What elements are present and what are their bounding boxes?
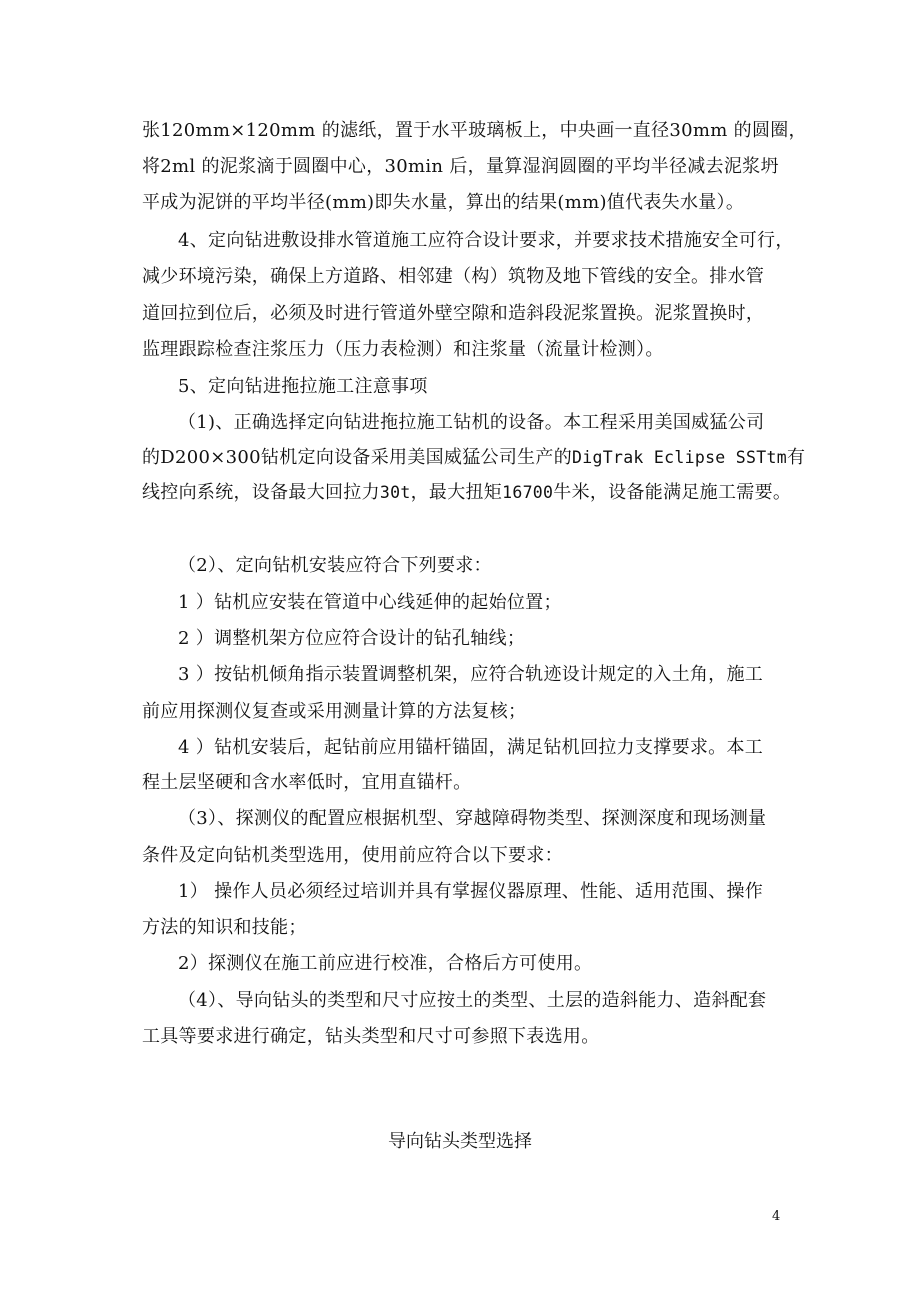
item1-line-2-suffix: 有 (786, 447, 806, 468)
item2-line-6: 程土层坚硬和含水率低时，宜用直锚杆。 (142, 772, 472, 793)
item3-line-1: （3）、探测仪的配置应根据机型、穿越障碍物类型、探测深度和现场测量 (178, 808, 767, 829)
para4-line-2: 减少环境污染，确保上方道路、相邻建（构）筑物及地下管线的安全。排水管 (142, 266, 765, 287)
item1-torque: 16700 (502, 483, 554, 502)
item1-pull-force: 30t (379, 483, 411, 502)
section-5-heading: 5、定向钻进拖拉施工注意事项 (178, 376, 428, 397)
item1-line-2-prefix: 的D200×300钻机定向设备采用美国威猛公司生产的 (142, 447, 573, 468)
water-loss-line-2: 将2ml 的泥浆滴于圆圈中心，30min 后，量算湿润圆圈的平均半径减去泥浆坍 (142, 156, 779, 177)
para4-line-4: 监理跟踪检查注浆压力（压力表检测）和注浆量（流量计检测）。 (142, 339, 664, 360)
item1-line-3-suffix: 牛米，设备能满足施工需要。 (553, 482, 792, 503)
para4-line-1: 4、定向钻进敷设排水管道施工应符合设计要求，并要求技术措施安全可行， (178, 230, 794, 251)
item2-line-4: 前应用探测仪复查或采用测量计算的方法复核； (142, 701, 527, 722)
item2-line-5: 4 ）钻机安装后，起钻前应用锚杆锚固，满足钻机回拉力支撑要求。本工 (178, 737, 764, 758)
water-loss-line-1: 张120mm×120mm 的滤纸，置于水平玻璃板上，中央画一直径30mm 的圆圈， (142, 120, 807, 141)
para4-line-3: 道回拉到位后，必须及时进行管道外壁空隙和造斜段泥浆置换。泥浆置换时， (142, 303, 765, 324)
item1-line-3-prefix: 线控向系统，设备最大回拉力 (142, 482, 380, 503)
item3-line-2: 条件及定向钻机类型选用，使用前应符合以下要求： (142, 845, 563, 866)
item1-line-1: （1)、正确选择定向钻进拖拉施工钻机的设备。本工程采用美国威猛公司 (178, 412, 765, 433)
item3-line-3: 1） 操作人员必须经过培训并具有掌握仪器原理、性能、适用范围、操作 (178, 881, 764, 902)
item2-heading: （2）、定向钻机安装应符合下列要求： (178, 555, 492, 576)
item3-line-5: 2）探测仪在施工前应进行校准，合格后方可使用。 (178, 953, 593, 974)
item3-line-4: 方法的知识和技能； (142, 917, 307, 938)
item1-line-3 (142, 481, 791, 505)
item2-line-3: 3 ）按钻机倾角指示装置调整机架，应符合轨迹设计规定的入土角，施工 (178, 664, 764, 685)
item1-line-2-product: DigTrak Eclipse SSTtm (572, 448, 787, 467)
table-caption: 导向钻头类型选择 (388, 1131, 532, 1152)
item4-line-2: 工具等要求进行确定，钻头类型和尺寸可参照下表选用。 (142, 1026, 600, 1047)
item1-line-2 (142, 446, 805, 470)
water-loss-line-3: 平成为泥饼的平均半径(mm)即失水量，算出的结果(mm)值代表失水量）。 (142, 192, 745, 213)
item2-line-1: 1 ）钻机应安装在管道中心线延伸的起始位置； (178, 592, 562, 613)
page-number: 4 (772, 1209, 781, 1224)
item4-line-1: （4）、导向钻头的类型和尺寸应按土的类型、土层的造斜能力、造斜配套 (178, 990, 767, 1011)
item1-line-3-mid: ，最大扭矩 (410, 482, 503, 503)
item2-line-2: 2 ）调整机架方位应符合设计的钻孔轴线； (178, 628, 526, 649)
